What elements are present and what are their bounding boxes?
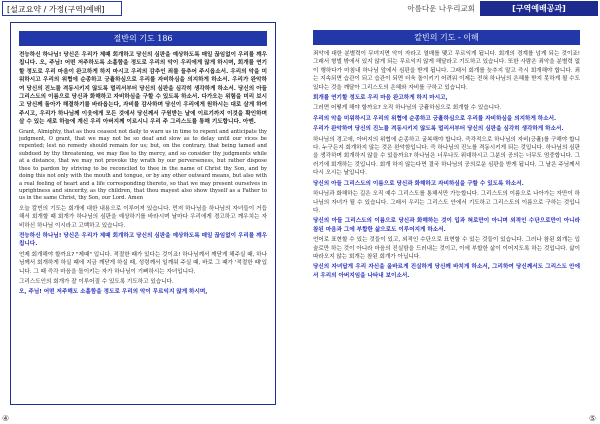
paragraph: 오, 주님! 어떤 저주해도 소홀함을 정도로 우리의 악이 무르익지 않게 하시며, [19, 289, 208, 296]
paragraph: 당신의 아들 그리스도의 이름으로 당신과 화해하는 것이 입과 혀로만이 아니며 외적인 수단으로만이 아니라 참된 마음과 그에 부합한 삶으로도 이루어지게 하소서. [313, 218, 580, 233]
paragraph: 언어로 표현할 수 있는 것들이 있고, 외적인 수단으로 표현할 수 있는 것들이 있습니다. 그러나 참된 회개는 입술로만 하는 것이 아니라 마음의 진실함을 드러내는 것이고, 이에 부합한 삶이 이어지도록 하는 것입니다. 삶이 따라오지 않는 회개는 참된 회개가 아닙니다. [313, 237, 580, 260]
right-page [305, 22, 588, 405]
paragraph: 하나님의 경고에, 아버지의 위협에 순종하고 굴복해야 합니다. 즉각적으로 하나님의 자비(긍휼)를 구해야 합니다. 누구든지 회개하지 않는 것은 완악함입니다. 즉 하나님의 진노를 격동시키게 되는 것입니다. 하나님의 심판을 생각하며 회개하지 않을 수 있을까요? 하나님은 너무나도 위대하시고 그분의 공의는 너무도 엄중합니다. 그러기에 회개하는 것입니다. 회개 하지 않는다면 결국 하나님의 공의로운 심판을 받게 됩니다. 그 날은 주님께서 다시 오시는 날입니다. [313, 136, 580, 177]
right-page-title: 칼빈의 기도 - 이해 [313, 30, 580, 45]
left-page [10, 22, 276, 405]
left-page-title: 절반의 기도 186 [19, 31, 267, 46]
paragraph: Grant, Almighty, that as thou ceasest not daily to warn us in time to repent and anticipate thy judgment, O grant, that we may not be so deaf and slow as to delay until our vices be repented; lest no remedy should remain for us; but, on the contrary, that being tamed and subdued by thy threatening, we may flee to thy mercy, and so consider thy judgments while at a distance, that we may not provoke thy wrath by our perverseness, but rather dispose thee to pardon by striving to be reconciled to thee in the name of Christ thy Son, and by doing this not only with the mouth and tongue, or by any other outward means, but also with a real feeling of heart and a life corresponding thereto, so that we may present ourselves in uprightness and sincerity, as thy children, that thou mayest also show thyself as a Father to us in the same Christ, thy Son, our Lord. Amen [19, 128, 267, 202]
header-section-label: [설교요약 / 가정(구역)예배] [2, 1, 122, 16]
paragraph: 우리가 완악하여 당신의 진노를 격동시키지 않도록 멀리서부터 당신의 심판을 심각히 생각하게 하소서. [313, 126, 564, 133]
paragraph: 그러면 어떻게 해야 할까요? 오직 하나님의 긍휼하심으로 회개할 수 있습니다. [313, 105, 502, 112]
header-category-badge: [구역예배공과] [480, 1, 598, 16]
paragraph: 당신의 아들 그리스도의 이름으로 당신과 화해하고 자비하심을 구할 수 있도록 하소서. [313, 180, 524, 187]
paragraph: 당신의 자녀답게 우리 자신을 올바르게 진실하게 당신께 바치게 하소서, 그리하여 당신께서도 그리스도 안에서 우리의 아버지임을 나타내 보이소서. [313, 264, 580, 279]
left-page-body [19, 51, 267, 400]
paragraph: 그리스도인의 회개가 잘 이루어질 수 있도록 기도하고 있습니다. [19, 278, 174, 285]
page-number-left: ④ [2, 414, 10, 423]
paragraph: 오늘 칼빈의 기도는 회개에 대한 내용으로 이루어져 있습니다. 먼저 하나님을 하나님의 자녀들이 거듭해서 회개할 때 회개가 하나님의 심판을 예상하기를 바라시며 날마다 우리에게 경고하고 깨우치는 자비하신 하나님 이시라고 고백하고 있습니다. [19, 205, 267, 229]
right-page-body [313, 50, 580, 401]
page-number-right: ⑤ [589, 414, 597, 423]
header-church-name: 아름다운 나우리교회 [407, 4, 475, 13]
paragraph: 회개를 연기할 정도로 우리 마음 완고하게 하지 마시고, [313, 95, 448, 102]
paragraph: 우리의 악을 미워하시고 우리의 위협에 순종하고 긍휼하심으로 우리를 자비하심을 의지하게 하소서. [313, 115, 557, 122]
paragraph: 언제 회개해야 할까요? "제때" 입니다. 적절한 때가 있다는 것이죠! 하나님께서 깨닫게 해주실 때, 하나님께서 회개하게 하실 때에 지금 깨닫게 하실 때, 성령께서 일깨워 주실 때, 바로 그 때가 '적절한 때'입니다. 그 때 즉각 마음을 돌이키는 자가 하나님이 기뻐하시는 자녀입니다. [19, 251, 267, 275]
paragraph: 전능하신 하나님! 당신은 우리가 제때 회개하고 당신의 심판을 예상하도록 매일 끊임없이 우리를 깨우칩니다. 오, 주님! 어떤 저주하도록 소홀함을 정도로 우리의 악이 우리에게 않게 하시며, 회개를 연기할 정도로 우리 마음이 완고하게 하지 마시고 우리의 감추인 죄를 들추어 주시옵소서. 우리의 악을 미워하시고 우리의 위협에 순종하고 긍휼하심으로 우리를 자비하심을 의지하게 하소서. 우리가 완악하여 당신의 진노를 격동시키지 않도록 멀리서부터 당신의 심판을 심각히 생각하게 하소서. 당신의 아들 그리스도의 이름으로 당신과 화해하고 자비하심을 구할 수 있도록 하소서. 다가오는 위험을 미리 보시고 당신께 돌아가 해결하기를 바라옵는다, 자비를 감사하며 당신이 우리에게 원하시는 대로 살게 하여 주시고, 우리가 하나님께 이웃에게 모든 것에서 당신께서 구원받는 날에 이르기까지 이것을 확인하며 살 수 있는 새로 하늘에 계신 우리 아버지께 이르시니 우리 주 그리스도를 통해 기도합니다. 아멘. [19, 52, 267, 126]
paragraph: 죄악에 대한 분별력이 무뎌지면 악이 자라고 열매를 맺고 무르익게 됩니다. 회개의 경계를 넘게 되는 것이죠! 그래서 형벌 밖에서 있지 않게 되는 무르익지 않게 해달라고 기도하고 있습니다. 또한 사람은 죄악을 분별력 없이 행하다가 마침내 하나님 앞에서 심판을 받게 됩니다. 그래서 회개를 늦추지 말고 즉시 회개해야 합니다. 죄는 지속되면 습관이 되고 습관이 되면 더욱 돌이키기 어려워 이제는 전혀 하나님의 은혜를 받지 못하게 될 수도 있다는 것을 깨달아 그리스도의 은혜와 자비를 구하고 있습니다. [313, 51, 580, 91]
paragraph: 전능하신 하나님! 당신은 우리가 제때 회개하고 당신의 심판을 예상하도록 매일 끊임없이 우리를 깨우칩니다. [19, 232, 267, 248]
paragraph: 하나님과 화해하는 길은 오직 예수 그리스도를 통해서만 가능합니다. 그리스도의 이름으로 나아가는 자만이 하나님의 자녀가 될 수 있습니다. 그래서 우리는 그리스도 안에서 기도하고 그리스도의 이름으로 구하는 것입니다. [313, 191, 580, 214]
